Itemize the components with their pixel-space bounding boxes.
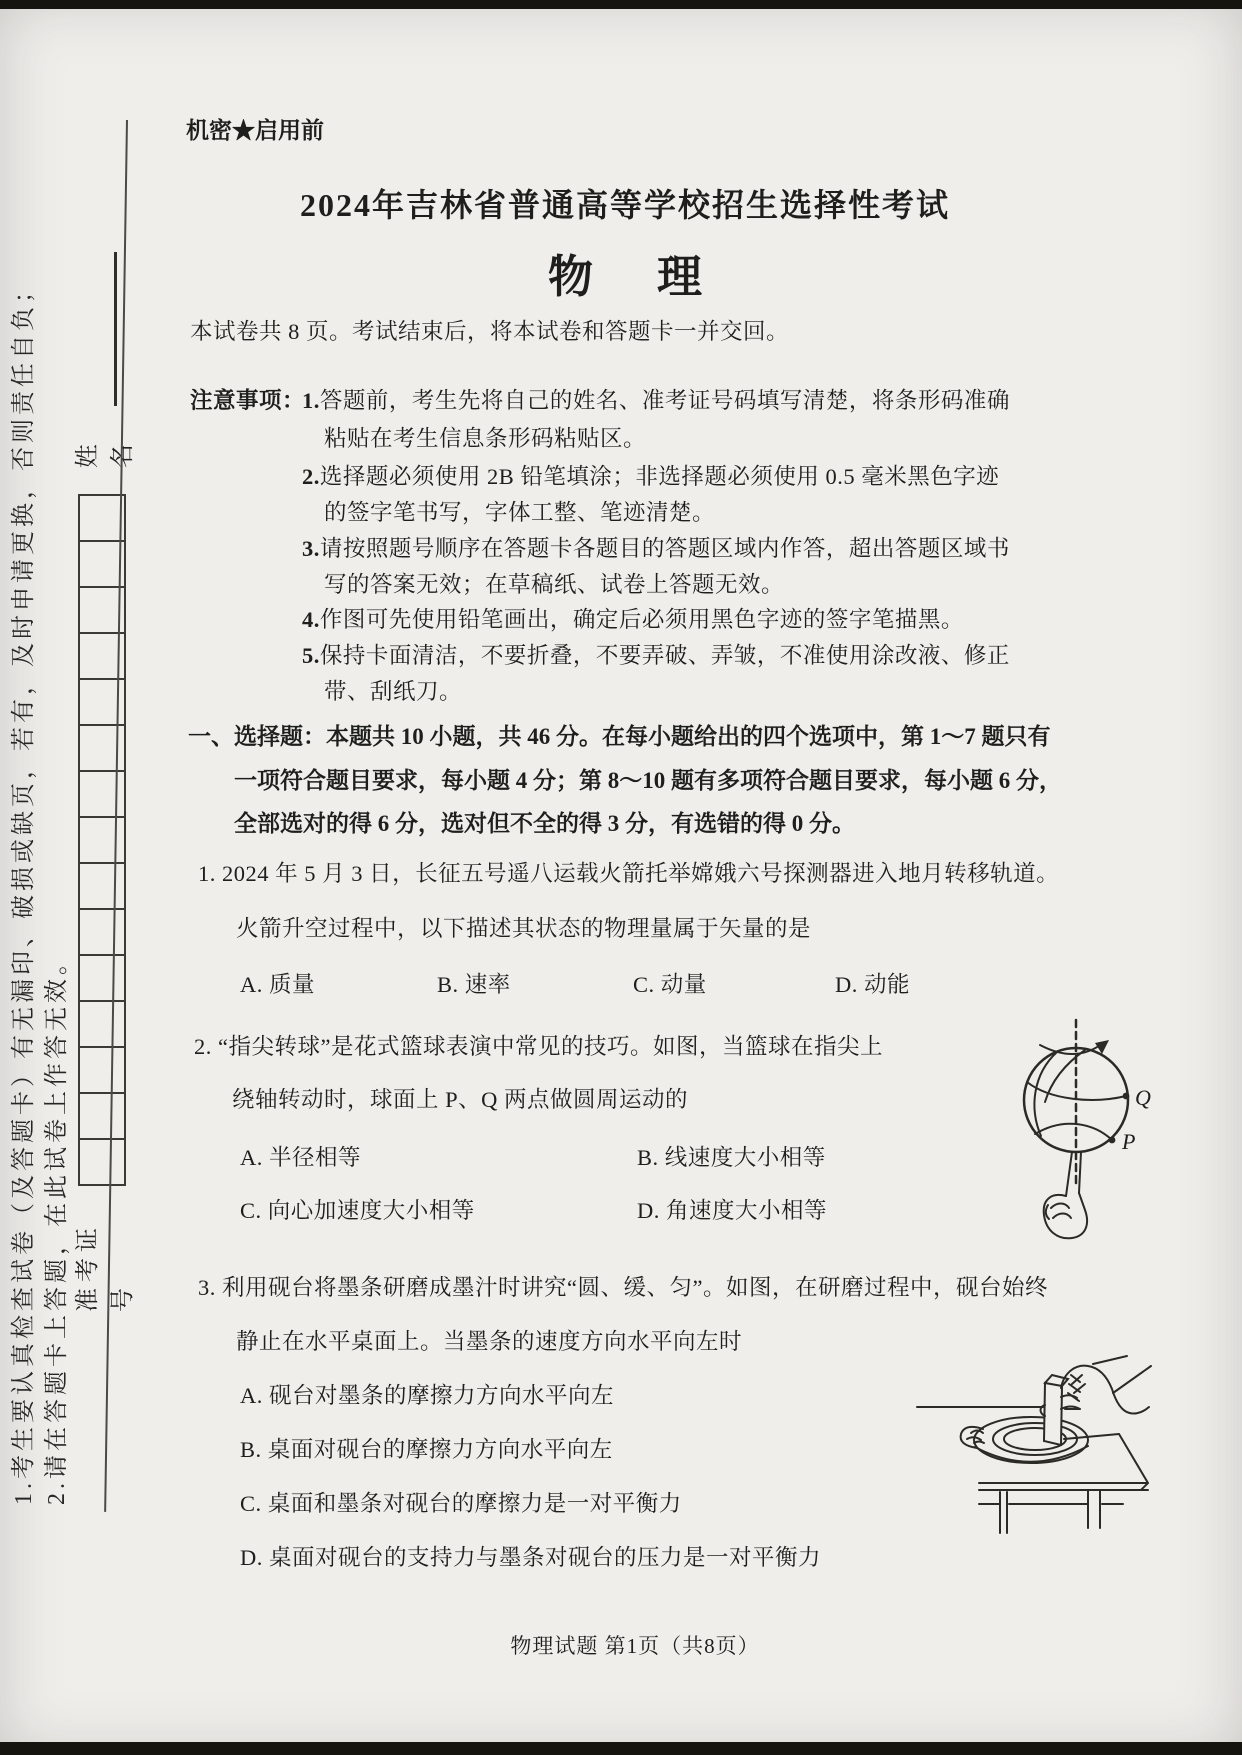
thumb-curl-lines xyxy=(1046,1204,1071,1220)
note-line: 5.保持卡面清洁，不要折叠，不要弄破、弄皱，不准使用涂改液、修正 xyxy=(302,643,1010,668)
note-line: 2.选择题必须使用 2B 铅笔填涂；非选择题必须使用 0.5 毫米黑色字迹 xyxy=(302,464,1000,489)
ticket-digit-box xyxy=(78,908,126,956)
question-2-line-1: 2. “指尖转球”是花式篮球表演中常见的技巧。如图，当篮球在指尖上 xyxy=(194,1034,883,1059)
q2-option-b: B. 线速度大小相等 xyxy=(637,1145,826,1170)
note-line: 带、刮纸刀。 xyxy=(324,679,463,704)
ticket-digit-box xyxy=(78,862,126,910)
note-line: 4.作图可先使用铅笔画出，确定后必须用黑色字迹的签字笔描黑。 xyxy=(302,607,964,632)
finger-lines xyxy=(1066,1152,1081,1196)
confidential-stamp: 机密★启用前 xyxy=(186,118,324,143)
question-1-line-1: 1. 2024 年 5 月 3 日，长征五号遥八运载火箭托举嫦娥六号探测器进入地月转移轨道。 xyxy=(198,861,1060,886)
intro-text: 本试卷共 8 页。考试结束后，将本试卷和答题卡一并交回。 xyxy=(190,319,790,344)
point-p-label: P xyxy=(1122,1129,1136,1154)
ticket-digit-box xyxy=(78,816,126,864)
note-line: 1.答题前，考生先将自己的姓名、准考证号码填写清楚，将条形码准确 xyxy=(302,388,1010,413)
table-legs xyxy=(1000,1491,1100,1533)
section-heading-line-3: 全部选对的得 6 分，选对但不全的得 3 分，有选错的得 0 分。 xyxy=(234,811,855,836)
q3-option-a: A. 砚台对墨条的摩擦力方向水平向左 xyxy=(240,1383,614,1408)
ticket-digit-box xyxy=(78,954,126,1002)
point-q-label: Q xyxy=(1135,1085,1151,1110)
section-heading-line-1: 一、选择题：本题共 10 小题，共 46 分。在每小题给出的四个选项中，第 1～7 题只有 xyxy=(188,724,1051,749)
scan-edge-bottom xyxy=(0,1742,1242,1755)
page-footer: 物理试题 第1页（共8页） xyxy=(510,1634,760,1658)
q3-option-d: D. 桌面对砚台的支持力与墨条对砚台的压力是一对平衡力 xyxy=(240,1545,821,1570)
inkstone-figure xyxy=(855,1355,1165,1540)
point-p-dot xyxy=(1109,1137,1116,1144)
seal-note-2: 2.请在答题卡上答题，在此试卷上作答无效。 xyxy=(44,947,70,1505)
section-heading-line-2: 一项符合题目要求，每小题 4 分；第 8～10 题有多项符合题目要求，每小题 6 分， xyxy=(234,768,1062,793)
name-label: 姓名 xyxy=(75,440,136,469)
q2-option-c: C. 向心加速度大小相等 xyxy=(240,1198,475,1223)
question-1-line-2: 火箭升空过程中，以下描述其状态的物理量属于矢量的是 xyxy=(236,916,812,941)
ticket-digit-box xyxy=(78,1000,126,1048)
q1-option-b: B. 速率 xyxy=(437,972,511,997)
basketball-figure xyxy=(995,1012,1170,1247)
ink-pool-squiggles xyxy=(967,1431,984,1444)
q2-option-a: A. 半径相等 xyxy=(240,1145,361,1170)
ticket-digit-box xyxy=(78,1092,126,1140)
fist-outline xyxy=(1044,1193,1087,1238)
question-2-line-2: 绕轴转动时，球面上 P、Q 两点做圆周运动的 xyxy=(232,1087,689,1112)
exam-title: 2024年吉林省普通高等学校招生选择性考试 xyxy=(299,187,950,223)
q1-option-c: C. 动量 xyxy=(633,972,707,997)
ticket-digit-box xyxy=(78,770,126,818)
note-line: 粘贴在考生信息条形码粘贴区。 xyxy=(324,426,647,451)
q1-option-a: A. 质量 xyxy=(240,972,315,997)
forearm-lines xyxy=(1093,1356,1151,1393)
question-3-line-2: 静止在水平桌面上。当墨条的速度方向水平向左时 xyxy=(236,1329,743,1354)
scan-edge-top xyxy=(0,0,1242,9)
q3-option-b: B. 桌面对砚台的摩擦力方向水平向左 xyxy=(240,1437,613,1462)
point-q-dot xyxy=(1123,1093,1130,1100)
name-write-line xyxy=(88,252,117,406)
q3-option-c: C. 桌面和墨条对砚台的摩擦力是一对平衡力 xyxy=(240,1491,682,1516)
ticket-number-label: 准考证号 xyxy=(75,1222,136,1312)
seal-line-notes xyxy=(8,205,74,1505)
ticket-digit-box xyxy=(78,1138,126,1186)
note-line: 的签字笔书写，字体工整、笔迹清楚。 xyxy=(324,500,716,525)
note-line: 写的答案无效；在草稿纸、试卷上答题无效。 xyxy=(324,572,785,597)
question-3-line-1: 3. 利用砚台将墨条研磨成墨汁时讲究“圆、缓、匀”。如图，在研磨过程中，砚台始终 xyxy=(198,1275,1048,1300)
note-line: 3.请按照题号顺序在答题卡各题目的答题区域内作答，超出答题区域书 xyxy=(302,536,1010,561)
subject-title: 物理 xyxy=(547,252,766,302)
basketball-seam xyxy=(1035,1124,1112,1140)
candidate-fields xyxy=(75,252,136,1312)
q1-option-d: D. 动能 xyxy=(835,972,910,997)
notes-label: 注意事项： xyxy=(190,388,306,413)
ticket-digit-box xyxy=(78,1046,126,1094)
q2-option-d: D. 角速度大小相等 xyxy=(637,1198,827,1223)
ticket-digit-box xyxy=(78,724,126,772)
seal-note-1: 1.考生要认真检查试卷（及答题卡）有无漏印、破损或缺页，若有，及时申请更换，否则责任自负； xyxy=(11,275,37,1505)
